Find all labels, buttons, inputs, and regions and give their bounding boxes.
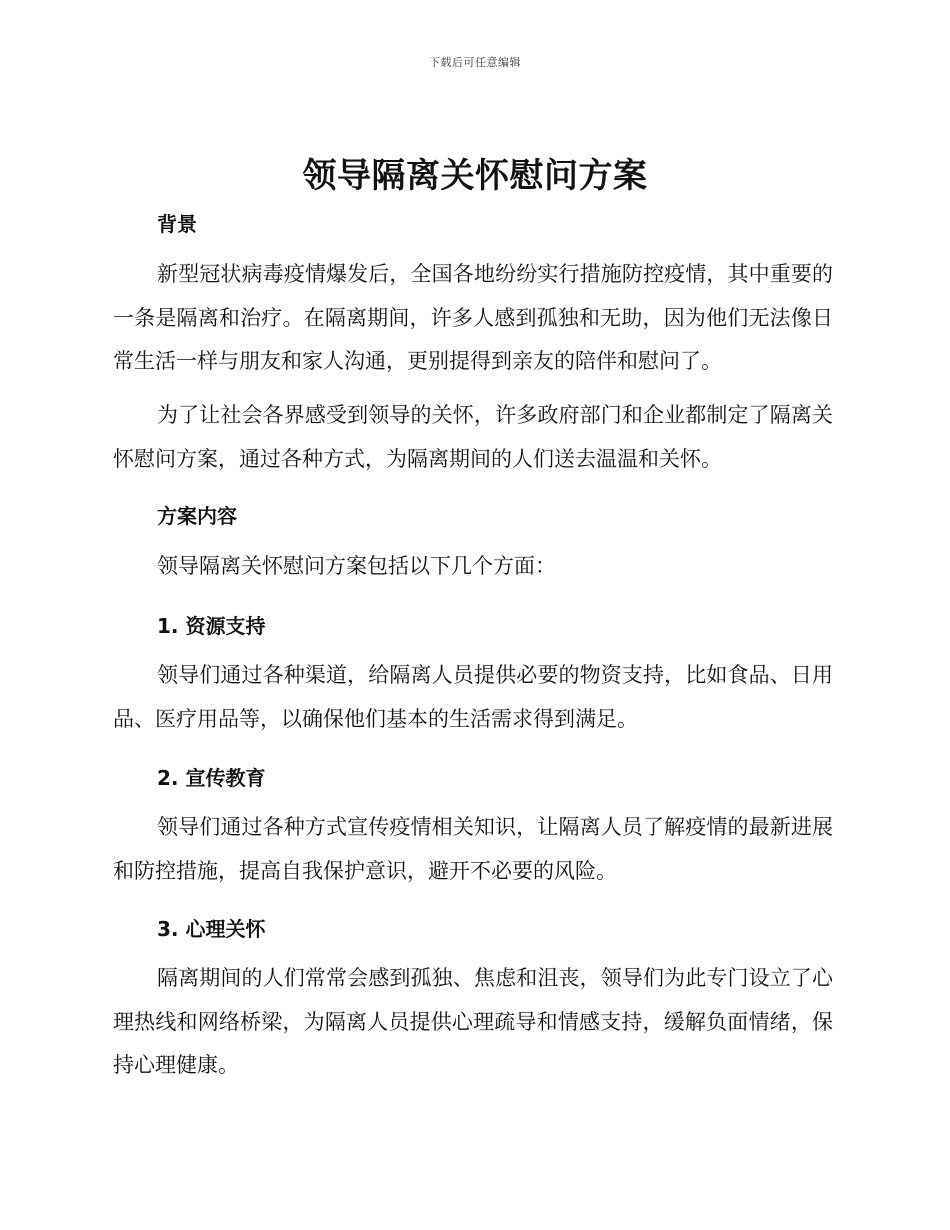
paragraph-psychological-care: 隔离期间的人们常常会感到孤独、焦虑和沮丧，领导们为此专门设立了心理热线和网络桥梁，为隔离人员提供心理疏导和情感支持，缓解负面情绪，保持心理健康。 (113, 966, 833, 1077)
item-heading-resources: 1. 资源支持 (157, 614, 266, 638)
paragraph-background-2: 为了让社会各界感受到领导的关怀，许多政府部门和企业都制定了隔离关怀慰问方案，通过各种方式，为隔离期间的人们送去温温和关怀。 (113, 403, 833, 471)
header-note: 下载后可任意编辑 (429, 56, 521, 69)
paragraph-background-1: 新型冠状病毒疫情爆发后，全国各地纷纷实行措施防控疫情，其中重要的一条是隔离和治疗。在隔离期间，许多人感到孤独和无助，因为他们无法像日常生活一样与朋友和家人沟通，更别提得到亲友的陪伴和慰问了。 (113, 262, 833, 373)
item-heading-psychological-care: 3. 心理关怀 (157, 917, 266, 941)
document-title: 领导隔离关怀慰问方案 (302, 156, 648, 196)
paragraph-resources: 领导们通过各种渠道，给隔离人员提供必要的物资支持，比如食品、日用品、医疗用品等，以确保他们基本的生活需求得到满足。 (113, 663, 833, 731)
section-heading-background: 背景 (157, 212, 197, 236)
item-heading-education: 2. 宣传教育 (157, 766, 266, 790)
paragraph-education: 领导们通过各种方式宣传疫情相关知识，让隔离人员了解疫情的最新进展和防控措施，提高自我保护意识，避开不必要的风险。 (113, 815, 833, 883)
paragraph-content-intro: 领导隔离关怀慰问方案包括以下几个方面： (157, 554, 556, 578)
section-heading-content: 方案内容 (157, 504, 237, 528)
